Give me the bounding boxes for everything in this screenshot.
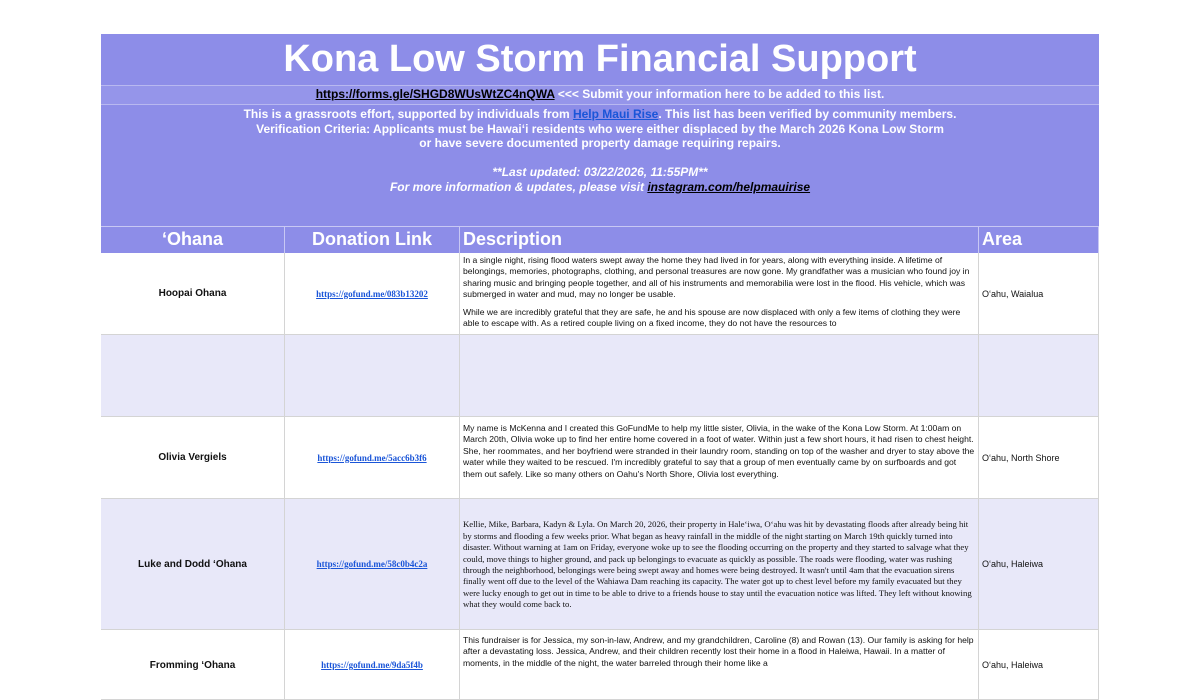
table-row <box>101 630 1099 700</box>
column-header-area[interactable]: Area <box>979 227 1099 253</box>
cell-ohana[interactable]: Olivia Vergiels <box>101 417 285 498</box>
donation-link[interactable]: https://gofund.me/9da5f4b <box>321 660 423 670</box>
last-updated: **Last updated: 03/22/2026, 11:55PM** <box>492 165 708 179</box>
cell-description[interactable] <box>460 253 979 334</box>
cell-donation-link[interactable] <box>285 499 460 629</box>
cell-ohana[interactable]: Luke and Dodd ʻOhana <box>101 499 285 629</box>
description-paragraph: Kellie, Mike, Barbara, Kadyn & Lyla. On March 20, 2026, their property in Haleʻiwa, Oʻahu was hit by devastating floods after already being hit by storms and flooding a few weeks prior. What began as heavy rainfall in the middle of the night starting on March 19th quickly turned into disaster. Without warning at 1am on Friday, everyone woke up to see the flooding occurring on the property and they started to salvage what they could, move things to higher ground, and pack up belongings to evacuate as quickly as possible. The roads were flooding, water was rushing through the neighborhood, belongings were being swept away and homes were being destroyed. It wasn't until 4am that the evacuation sirens finally went off due to the level of the Wahiawa Dam reaching its capacity. The water got up to chest level before my family evacuated but they were lucky enough to get out in time to be able to drive to a friends house to stay until the evacuation notice was lifted. They left without knowing what they would come back to. <box>463 519 972 610</box>
table-row <box>101 499 1099 630</box>
table-row <box>101 253 1099 335</box>
form-link[interactable]: https://forms.gle/SHGD8WUsWtZC4nQWA <box>315 87 555 101</box>
info-line-1-prefix: This is a grassroots effort, supported by individuals from <box>243 107 573 121</box>
cell-ohana[interactable]: Hoopai Ohana <box>101 253 285 334</box>
cell-area[interactable]: Oʻahu, North Shore <box>979 417 1099 498</box>
cell-donation-link[interactable] <box>285 417 460 498</box>
cell-description[interactable] <box>460 335 979 416</box>
spreadsheet <box>101 34 1099 671</box>
table-row <box>101 335 1099 417</box>
column-header-donation-link[interactable]: Donation Link <box>285 227 460 253</box>
description-paragraph: This fundraiser is for Jessica, my son-in-law, Andrew, and my grandchildren, Caroline (8) and Rowan (13). Our family is asking for help after a devastating loss. Jessica, Andrew, and their children recently lost their home in a flood in Haleiwa, Hawaii. In a matter of moments, in the middle of the night, the water barreled through their home like a <box>463 635 974 668</box>
column-header-description[interactable]: Description <box>460 227 979 253</box>
info-line-1 <box>101 107 1099 122</box>
cell-area[interactable] <box>979 335 1099 416</box>
description-paragraph: While we are incredibly grateful that they are safe, he and his spouse are now displaced with only a few items of clothing they were able to escape with. As a retired couple living on a fixed income, they do not have the resources to <box>463 306 961 329</box>
sheet-title <box>101 34 1099 86</box>
title-text: Kona Low Storm Financial Support <box>283 38 917 80</box>
cell-description[interactable] <box>460 630 979 700</box>
help-maui-rise-link[interactable]: Help Maui Rise <box>572 107 659 121</box>
more-info-prefix: For more information & updates, please visit <box>389 179 648 194</box>
donation-link[interactable]: https://gofund.me/58c0b4c2a <box>316 559 428 569</box>
table-row <box>101 417 1099 499</box>
cell-description[interactable] <box>460 417 979 498</box>
form-link-row <box>101 86 1099 105</box>
cell-ohana[interactable]: Fromming ʻOhana <box>101 630 285 700</box>
cell-area[interactable]: Oʻahu, Haleiwa <box>979 499 1099 629</box>
form-note: <<< Submit your information here to be added to this list. <box>554 87 885 101</box>
cell-area[interactable]: Oʻahu, Waialua <box>979 253 1099 334</box>
blank-line <box>101 151 1099 166</box>
cell-ohana[interactable] <box>101 335 285 416</box>
cell-description[interactable] <box>460 499 979 629</box>
column-header-ohana[interactable]: ʻOhana <box>101 227 285 253</box>
info-block <box>101 105 1099 226</box>
more-info-line <box>101 180 1099 195</box>
instagram-link[interactable]: instagram.com/helpmauirise <box>647 179 811 194</box>
description-paragraph: My name is McKenna and I created this GoFundMe to help my little sister, Olivia, in the wake of the Kona Low Storm. At 1:00am on March 20th, Olivia woke up to find her entire home covered in a foot of water. Within just a few short hours, it had risen to chest height. She, her roommates, and her boyfriend were stranded in their laundry room, standing on top of the washer and dryer to stay above the water while they waited to be rescued. I'm incredibly grateful to say that a group of men eventually came by on surfboards and got them out safely. Like so many others on Oahu's North Shore, Olivia lost everything. <box>463 423 975 479</box>
cell-donation-link[interactable] <box>285 253 460 334</box>
column-header-row <box>101 226 1099 253</box>
donation-link[interactable]: https://gofund.me/5acc6b3f6 <box>317 452 427 463</box>
cell-donation-link[interactable] <box>285 335 460 416</box>
info-line-3: or have severe documented property damage requiring repairs. <box>419 136 781 150</box>
info-line-2: Verification Criteria: Applicants must be Hawaiʻi residents who were either displaced by the March 2026 Kona Low Storm <box>256 121 944 136</box>
cell-area[interactable]: Oʻahu, Haleiwa <box>979 630 1099 700</box>
description-paragraph: In a single night, rising flood waters swept away the home they had lived in for years, along with everything inside. A lifetime of belongings, memories, photographs, clothing, and personal treasures are now gone. My grandfather was a musician who found joy in sharing music and bringing people together, and all of his instruments and memorabilia were lost in the flood. His vehicle, which was submerged in water and mud, may no longer be usable. <box>463 255 970 300</box>
cell-donation-link[interactable] <box>285 630 460 700</box>
info-line-1-suffix: . This list has been verified by community members. <box>658 107 957 121</box>
donation-link[interactable]: https://gofund.me/083b13202 <box>316 288 428 299</box>
